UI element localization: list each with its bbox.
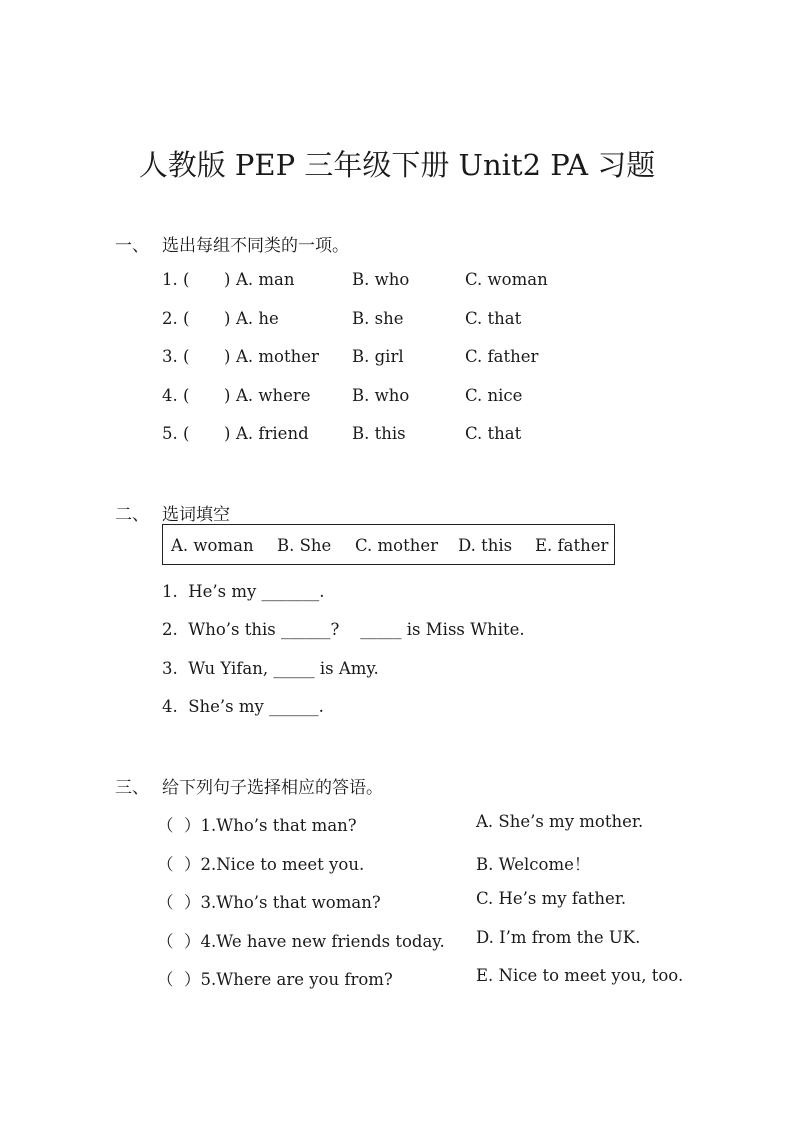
fill-blank-item: 1. He’s my _______. — [162, 582, 325, 601]
option-b: B. girl — [352, 347, 404, 366]
option-a: A. where — [236, 386, 311, 405]
match-answer: D. I’m from the UK. — [476, 928, 641, 947]
option-b: B. this — [352, 424, 406, 443]
option-a: A. man — [236, 270, 295, 289]
answer-bracket-close: ) — [224, 309, 231, 328]
fill-blank-item: 2. Who’s this ______? _____ is Miss White. — [162, 620, 525, 639]
option-b: B. who — [352, 270, 410, 289]
option-c: C. father — [465, 347, 539, 366]
answer-bracket-close: ) — [224, 270, 231, 289]
question-number: 3. ( — [162, 347, 190, 366]
option-a: A. he — [236, 309, 279, 328]
section2-heading: 选词填空 — [162, 505, 230, 525]
option-c: C. nice — [465, 386, 523, 405]
section3-number: 三、 — [115, 778, 149, 798]
word-bank-option: A. woman — [171, 536, 254, 555]
question-number: 4. ( — [162, 386, 190, 405]
option-c: C. woman — [465, 270, 548, 289]
word-bank-option: C. mother — [355, 536, 439, 555]
answer-bracket-close: ) — [224, 386, 231, 405]
page-title: 人教版 PEP 三年级下册 Unit2 PA 习题 — [138, 148, 656, 182]
option-c: C. that — [465, 424, 522, 443]
match-question: （ ）2.Nice to meet you. — [157, 855, 365, 874]
section1-number: 一、 — [115, 236, 149, 256]
question-number: 1. ( — [162, 270, 190, 289]
fill-blank-item: 3. Wu Yifan, _____ is Amy. — [162, 659, 379, 678]
section2-number: 二、 — [115, 505, 149, 525]
match-answer: A. She’s my mother. — [476, 812, 644, 831]
option-b: B. who — [352, 386, 410, 405]
option-a: A. friend — [236, 424, 309, 443]
section1-heading: 选出每组不同类的一项。 — [162, 236, 349, 256]
match-answer: C. He’s my father. — [476, 889, 627, 908]
question-number: 2. ( — [162, 309, 190, 328]
option-c: C. that — [465, 309, 522, 328]
answer-bracket-close: ) — [224, 347, 231, 366]
match-answer: B. Welcome！ — [476, 855, 591, 874]
answer-bracket-close: ) — [224, 424, 231, 443]
word-bank-option: E. father — [535, 536, 609, 555]
match-answer: E. Nice to meet you, too. — [476, 966, 684, 985]
match-question: （ ）5.Where are you from? — [157, 970, 393, 989]
fill-blank-item: 4. She’s my ______. — [162, 697, 324, 716]
match-question: （ ）4.We have new friends today. — [157, 932, 445, 951]
section3-heading: 给下列句子选择相应的答语。 — [162, 778, 383, 798]
option-b: B. she — [352, 309, 404, 328]
question-number: 5. ( — [162, 424, 190, 443]
match-question: （ ）1.Who’s that man? — [157, 816, 357, 835]
word-bank-option: B. She — [277, 536, 332, 555]
match-question: （ ）3.Who’s that woman? — [157, 893, 381, 912]
option-a: A. mother — [236, 347, 319, 366]
word-bank-option: D. this — [458, 536, 513, 555]
